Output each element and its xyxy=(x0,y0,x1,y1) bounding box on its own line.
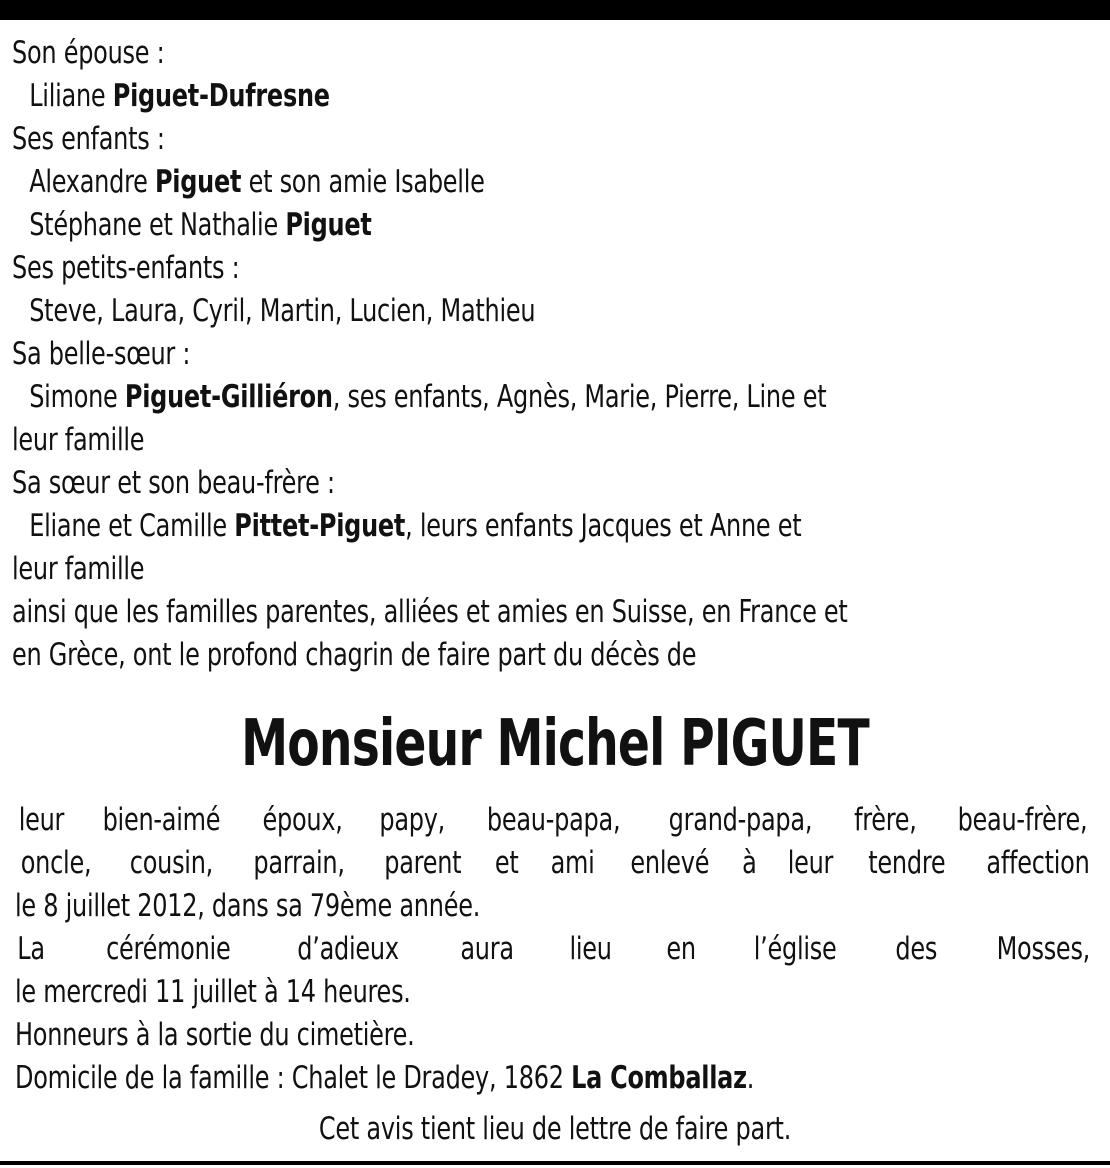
grandchildren-entry xyxy=(12,290,946,333)
top-border-rule xyxy=(0,0,1110,20)
closing-note xyxy=(88,1108,1022,1151)
ceremony-date-text: le mercredi 11 juillet à 14 heures. xyxy=(15,974,411,1010)
sister-in-law-family: leur famille xyxy=(12,422,145,458)
justified-word: grand-papa, xyxy=(668,802,812,838)
justified-word: des xyxy=(895,931,938,967)
obituary-notice xyxy=(12,32,1098,1151)
justified-word: enlevé xyxy=(629,845,709,881)
justified-word: frère, xyxy=(853,802,917,838)
children-label-text: Ses enfants : xyxy=(12,121,165,157)
justified-word: d’adieux xyxy=(297,931,399,967)
deceased-name: Monsieur Michel PIGUET xyxy=(241,707,869,781)
relatives-text-1: ainsi que les familles parentes, alliées et amies en Suisse, en France et xyxy=(12,594,848,630)
justified-word: parent xyxy=(383,845,461,881)
children-label xyxy=(12,118,946,161)
justified-word: oncle, xyxy=(20,845,92,881)
ceremony-line-2 xyxy=(15,971,946,1014)
justified-word: leur xyxy=(787,845,833,881)
justified-word: lieu xyxy=(569,931,613,967)
details-block xyxy=(12,799,1098,1100)
child1-surname: Piguet xyxy=(154,164,242,200)
justified-word: aura xyxy=(459,931,514,967)
justified-word: tendre xyxy=(868,845,946,881)
justified-word: bien-aimé xyxy=(102,802,221,838)
justified-word: beau-frère, xyxy=(957,802,1088,838)
justified-word: affection xyxy=(986,845,1090,881)
justified-word: époux, xyxy=(262,802,343,838)
sister-continuation xyxy=(12,548,946,591)
death-date-text: le 8 juillet 2012, dans sa 79ème année. xyxy=(15,888,481,924)
ceremony-line-1 xyxy=(15,928,1098,971)
relation-line-2 xyxy=(15,842,1098,885)
sister-label-text: Sa sœur et son beau-frère : xyxy=(12,465,335,501)
justified-word: leur xyxy=(18,802,65,838)
child1-given-name: Alexandre xyxy=(29,164,148,200)
justified-word: ami xyxy=(550,845,595,881)
relatives-line-2 xyxy=(12,634,946,677)
sister-in-law-label xyxy=(12,333,946,376)
spouse-label-text: Son épouse : xyxy=(12,35,165,71)
domicile-prefix: Domicile de la famille : Chalet le Dradey, 1862 xyxy=(15,1060,564,1096)
sister-in-law-rest: , ses enfants, Agnès, Marie, Pierre, Line et xyxy=(332,379,827,415)
honours-line xyxy=(15,1014,946,1057)
relatives-line-1 xyxy=(12,591,946,634)
closing-note-text: Cet avis tient lieu de lettre de faire part. xyxy=(318,1111,792,1147)
sister-in-law-surname: Piguet-Gilliéron xyxy=(124,379,333,415)
domicile-line xyxy=(15,1057,946,1100)
justified-word: l’église xyxy=(753,931,837,967)
bottom-border-rule xyxy=(0,1161,1110,1165)
justified-word: Mosses, xyxy=(996,931,1091,967)
sister-in-law-given-name: Simone xyxy=(29,379,118,415)
grandchildren-names: Steve, Laura, Cyril, Martin, Lucien, Mathieu xyxy=(29,293,536,329)
justified-word: papy, xyxy=(379,802,446,838)
relatives-text-2: en Grèce, ont le profond chagrin de faire part du décès de xyxy=(12,637,697,673)
sister-entry xyxy=(12,505,946,548)
sister-in-law-entry xyxy=(12,376,946,419)
justified-word: à xyxy=(742,845,757,881)
sister-in-law-label-text: Sa belle-sœur : xyxy=(12,336,191,372)
domicile-suffix: . xyxy=(746,1060,755,1096)
child2-given-name: Stéphane et Nathalie xyxy=(29,207,278,243)
spouse-entry xyxy=(12,75,946,118)
justified-word: La xyxy=(17,931,45,967)
spouse-surname: Piguet-Dufresne xyxy=(112,78,330,114)
justified-word: et xyxy=(495,845,519,881)
honours-text: Honneurs à la sortie du cimetière. xyxy=(15,1017,415,1053)
sister-rest: , leurs enfants Jacques et Anne et xyxy=(405,508,802,544)
justified-word: cérémonie xyxy=(105,931,231,967)
sister-given-names: Eliane et Camille xyxy=(29,508,227,544)
grandchildren-label-text: Ses petits-enfants : xyxy=(12,250,240,286)
relation-line-1 xyxy=(15,799,1098,842)
spouse-label xyxy=(12,32,946,75)
relation-line-3 xyxy=(15,885,946,928)
child1-rest: et son amie Isabelle xyxy=(248,164,485,200)
spouse-given-name: Liliane xyxy=(29,78,106,114)
sister-family: leur famille xyxy=(12,551,145,587)
sister-in-law-continuation xyxy=(12,419,946,462)
sister-surname: Pittet-Piguet xyxy=(234,508,406,544)
justified-word: beau-papa, xyxy=(486,802,621,838)
justified-word: en xyxy=(666,931,697,967)
child-entry-1 xyxy=(12,161,946,204)
grandchildren-label xyxy=(12,247,946,290)
justified-word: parrain, xyxy=(253,845,345,881)
justified-word: cousin, xyxy=(129,845,213,881)
sister-label xyxy=(12,462,946,505)
child-entry-2 xyxy=(12,204,946,247)
child2-surname: Piguet xyxy=(285,207,372,243)
domicile-place: La Comballaz xyxy=(571,1060,747,1096)
